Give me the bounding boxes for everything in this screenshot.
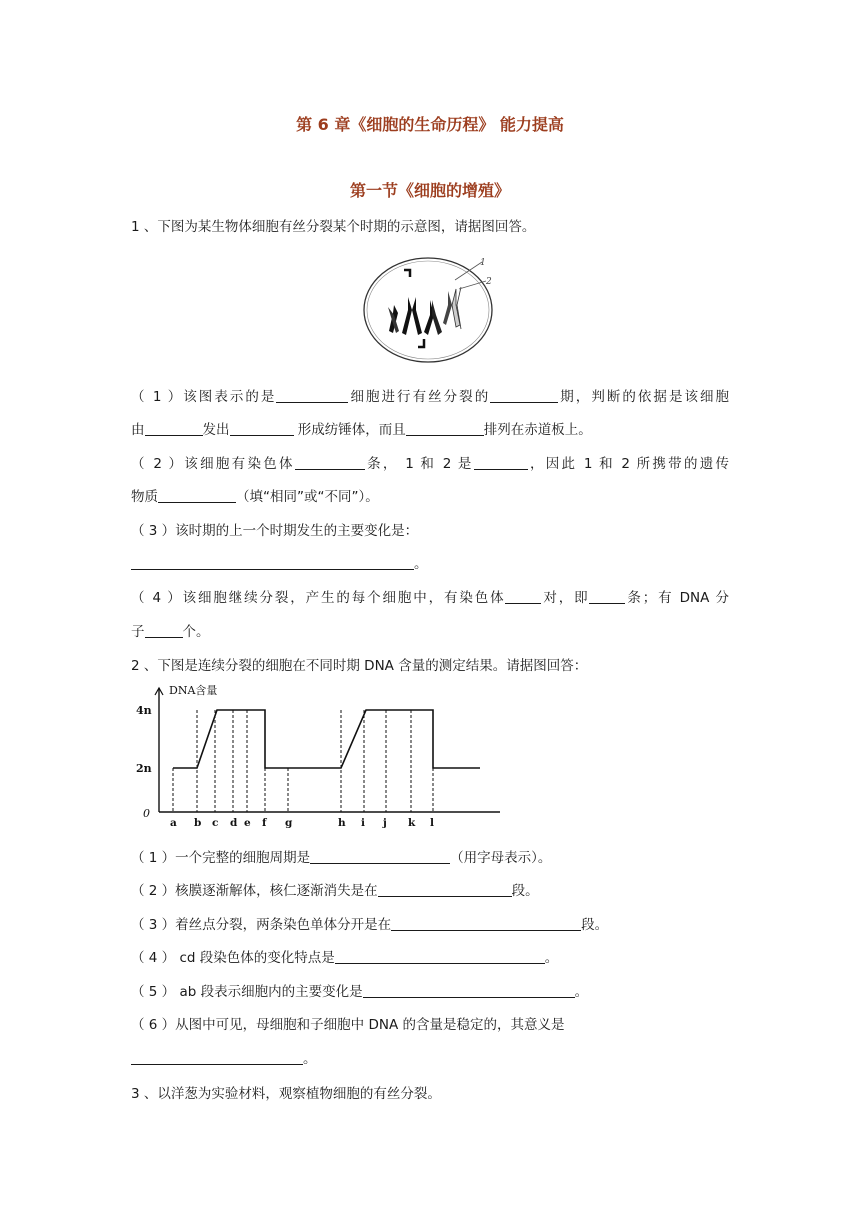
- y-tick-label-2n: 2n: [136, 762, 152, 775]
- origin-label: 0: [143, 807, 150, 820]
- q1-part1-line1: （ 1 ）该图表示的是 细胞进行有丝分裂的 期，判断的依据是该细胞: [131, 389, 730, 405]
- x-tick-label-j: j: [383, 817, 387, 829]
- answer-blank[interactable]: [295, 455, 365, 470]
- q1-part1-line2: 由 发出 形成纺锤体，而且 排列在赤道板上。: [131, 422, 592, 438]
- answer-blank[interactable]: [131, 555, 414, 570]
- dna-content-line: [173, 710, 480, 768]
- dna-content-chart: [135, 680, 505, 830]
- x-tick-label-f: f: [262, 817, 267, 829]
- answer-blank[interactable]: [474, 455, 528, 470]
- q2-part6-line1: （ 6 ）从图中可见，母细胞和子细胞中 DNA 的含量是稳定的，其意义是: [131, 1017, 565, 1033]
- q1-part4-line1: （ 4 ）该细胞继续分裂，产生的每个细胞中，有染色体 对，即 条；有 DNA 分: [131, 590, 730, 606]
- answer-blank[interactable]: [335, 949, 545, 964]
- mitosis-cell-figure: [360, 255, 500, 367]
- answer-blank[interactable]: [490, 388, 558, 403]
- x-tick-label-g: g: [285, 817, 293, 829]
- q1-part3-line1: （ 3 ）该时期的上一个时期发生的主要变化是：: [131, 523, 419, 539]
- answer-blank[interactable]: [230, 421, 294, 436]
- q2-part5: （ 5 ） ab 段表示细胞内的主要变化是 。: [131, 984, 589, 1000]
- answer-blank[interactable]: [406, 421, 484, 436]
- q3-stem: 3 、以洋葱为实验材料，观察植物细胞的有丝分裂。: [131, 1086, 441, 1102]
- section-title: 第一节《细胞的增殖》: [349, 181, 510, 200]
- q1-part3-line2: 。: [131, 552, 428, 572]
- x-tick-label-d: d: [230, 817, 238, 829]
- answer-blank[interactable]: [310, 849, 450, 864]
- answer-blank[interactable]: [276, 388, 348, 403]
- answer-blank[interactable]: [363, 983, 575, 998]
- y-tick-label-4n: 4n: [136, 704, 152, 717]
- q2-part2: （ 2 ）核膜逐渐解体，核仁逐渐消失是在 段。: [131, 883, 539, 899]
- answer-blank[interactable]: [391, 916, 581, 931]
- answer-blank[interactable]: [505, 589, 541, 604]
- y-axis-label: DNA含量: [169, 684, 218, 697]
- q1-part2-line1: （ 2 ）该细胞有染色体 条， 1 和 2 是 ，因此 1 和 2 所携带的遗传: [131, 456, 730, 472]
- q1-part4-line2: 子 个。: [131, 624, 210, 640]
- x-tick-label-l: l: [430, 817, 434, 829]
- q2-part1: （ 1 ）一个完整的细胞周期是 （用字母表示）。: [131, 850, 552, 866]
- x-tick-label-k: k: [408, 817, 416, 829]
- q2-stem: 2 、下图是连续分裂的细胞在不同时期 DNA 含量的测定结果。请据图回答：: [131, 658, 588, 674]
- x-tick-label-h: h: [338, 817, 346, 829]
- x-tick-label-i: i: [361, 817, 365, 829]
- answer-blank[interactable]: [145, 421, 203, 436]
- x-tick-label-a: a: [170, 817, 177, 829]
- chapter-title: 第 6 章《细胞的生命历程》 能力提高: [296, 115, 564, 134]
- x-tick-label-e: e: [244, 817, 251, 829]
- x-tick-label-b: b: [194, 817, 202, 829]
- figure-label-1: 1: [480, 258, 486, 268]
- q2-part3: （ 3 ）着丝点分裂，两条染色单体分开是在 段。: [131, 917, 609, 933]
- x-tick-label-c: c: [212, 817, 219, 829]
- figure-label-2: 2: [486, 277, 492, 287]
- answer-blank[interactable]: [589, 589, 625, 604]
- q1-part2-line2: 物质 （填“相同”或“不同”）。: [131, 489, 379, 505]
- answer-blank[interactable]: [378, 882, 512, 897]
- q2-part4: （ 4 ） cd 段染色体的变化特点是 。: [131, 950, 559, 966]
- answer-blank[interactable]: [131, 1050, 303, 1065]
- q2-part6-line2: 。: [131, 1047, 317, 1067]
- answer-blank[interactable]: [145, 623, 183, 638]
- q1-stem: 1 、下图为某生物体细胞有丝分裂某个时期的示意图，请据图回答。: [131, 219, 536, 235]
- answer-blank[interactable]: [158, 488, 236, 503]
